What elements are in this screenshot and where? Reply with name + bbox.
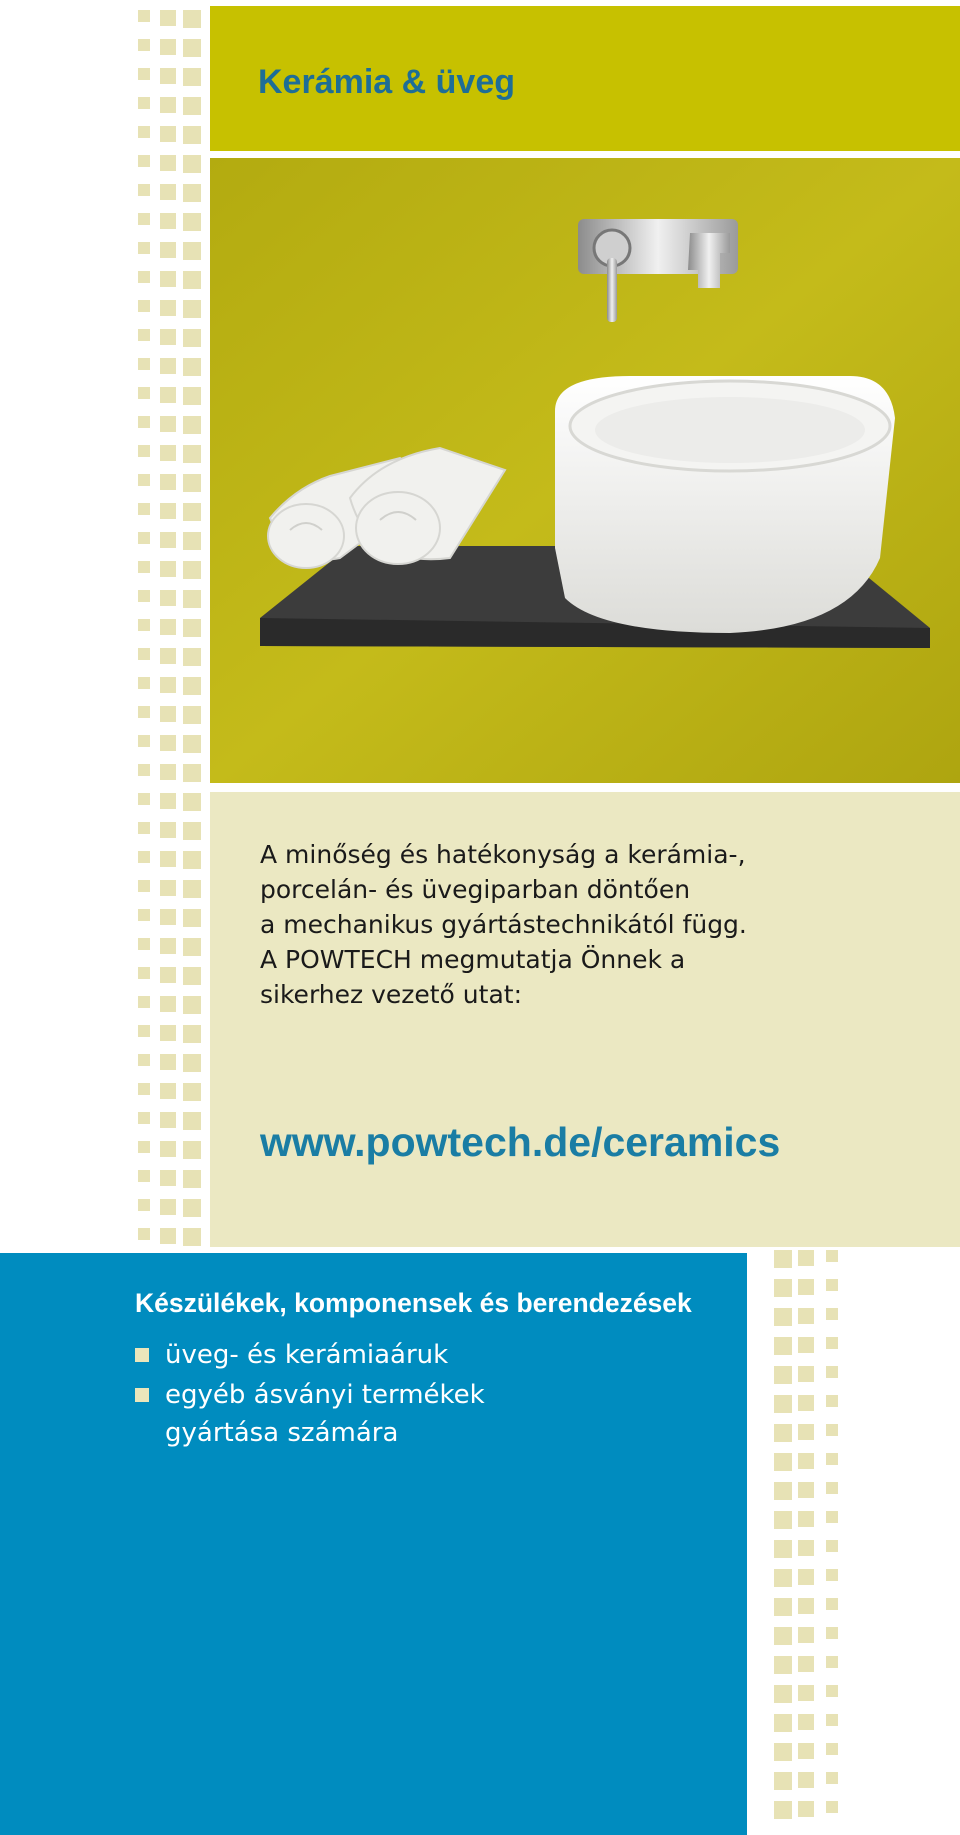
decorative-square xyxy=(138,793,150,805)
decorative-square xyxy=(138,271,150,283)
decorative-square xyxy=(826,1279,838,1291)
decorative-square xyxy=(798,1395,814,1411)
decorative-square xyxy=(138,1054,150,1066)
decorative-square xyxy=(774,1511,792,1529)
decorative-square xyxy=(183,213,201,231)
decorative-square xyxy=(138,851,150,863)
decorative-square xyxy=(160,590,176,606)
decorative-square xyxy=(138,68,150,80)
list-item xyxy=(135,1336,485,1374)
decorative-square xyxy=(138,10,150,22)
features-heading: Készülékek, komponensek és berendezések xyxy=(135,1288,692,1318)
decorative-square xyxy=(798,1337,814,1353)
intro-line: a mechanikus gyártástechnikától függ. xyxy=(260,910,747,939)
decorative-square xyxy=(138,1199,150,1211)
decorative-square xyxy=(183,358,201,376)
decorative-square xyxy=(160,329,176,345)
decorative-square xyxy=(160,242,176,258)
decorative-square xyxy=(138,590,150,602)
title-band xyxy=(210,6,960,151)
decorative-square xyxy=(774,1453,792,1471)
decorative-square xyxy=(798,1250,814,1266)
decorative-square xyxy=(183,300,201,318)
decorative-square xyxy=(160,1141,176,1157)
decorative-square xyxy=(160,10,176,26)
square-bullet-icon xyxy=(135,1388,149,1402)
decorative-square xyxy=(774,1337,792,1355)
decorative-square xyxy=(798,1772,814,1788)
decorative-square xyxy=(183,764,201,782)
decorative-square xyxy=(798,1308,814,1324)
decorative-square xyxy=(138,996,150,1008)
decorative-square xyxy=(183,619,201,637)
intro-text xyxy=(260,837,940,1012)
decorative-square xyxy=(826,1685,838,1697)
decorative-square xyxy=(138,387,150,399)
decorative-square xyxy=(138,1228,150,1240)
decorative-square xyxy=(774,1308,792,1326)
decorative-square xyxy=(160,677,176,693)
decorative-square xyxy=(826,1337,838,1349)
decorative-square xyxy=(160,1054,176,1070)
decorative-square xyxy=(138,967,150,979)
decorative-square xyxy=(183,184,201,202)
decorative-square xyxy=(774,1569,792,1587)
decorative-square xyxy=(160,126,176,142)
list-item-text: gyártása számára xyxy=(165,1418,399,1448)
decorative-square xyxy=(774,1598,792,1616)
decorative-square xyxy=(826,1453,838,1465)
decorative-square xyxy=(798,1598,814,1614)
decorative-square xyxy=(160,851,176,867)
decorative-square xyxy=(160,271,176,287)
decorative-square xyxy=(826,1424,838,1436)
decorative-square xyxy=(138,126,150,138)
decorative-square xyxy=(798,1801,814,1817)
decorative-square xyxy=(138,503,150,515)
decorative-square xyxy=(798,1627,814,1643)
decorative-square xyxy=(183,793,201,811)
decorative-square xyxy=(798,1685,814,1701)
decorative-square xyxy=(183,503,201,521)
decorative-square xyxy=(138,300,150,312)
decorative-square xyxy=(183,909,201,927)
decorative-square xyxy=(774,1250,792,1268)
decorative-square xyxy=(160,39,176,55)
decorative-square xyxy=(183,126,201,144)
decorative-square xyxy=(183,880,201,898)
decorative-square xyxy=(160,68,176,84)
decorative-square xyxy=(826,1482,838,1494)
decorative-square xyxy=(826,1250,838,1262)
decorative-square xyxy=(160,213,176,229)
decorative-square xyxy=(138,1025,150,1037)
decorative-square xyxy=(183,1083,201,1101)
decorative-square xyxy=(183,967,201,985)
decorative-square xyxy=(138,677,150,689)
decorative-square xyxy=(138,155,150,167)
decorative-square xyxy=(138,39,150,51)
decorative-square xyxy=(183,474,201,492)
decorative-square xyxy=(160,300,176,316)
decorative-square xyxy=(826,1395,838,1407)
decorative-square xyxy=(160,1199,176,1215)
decorative-square xyxy=(798,1366,814,1382)
decorative-square xyxy=(183,445,201,463)
decorative-square xyxy=(160,561,176,577)
decorative-dot-pattern-right xyxy=(764,1245,960,1835)
decorative-square xyxy=(798,1714,814,1730)
decorative-square xyxy=(774,1366,792,1384)
decorative-square xyxy=(138,909,150,921)
decorative-square xyxy=(160,1170,176,1186)
decorative-square xyxy=(138,532,150,544)
decorative-square xyxy=(183,1141,201,1159)
decorative-square xyxy=(138,938,150,950)
list-item xyxy=(135,1376,485,1452)
decorative-square xyxy=(138,213,150,225)
decorative-square xyxy=(826,1540,838,1552)
decorative-square xyxy=(774,1772,792,1790)
decorative-square xyxy=(826,1743,838,1755)
decorative-square xyxy=(826,1627,838,1639)
features-panel xyxy=(0,1253,747,1835)
intro-panel xyxy=(210,792,960,1247)
decorative-square xyxy=(160,97,176,113)
decorative-square xyxy=(826,1656,838,1668)
decorative-square xyxy=(160,909,176,925)
decorative-square xyxy=(183,39,201,57)
decorative-square xyxy=(160,416,176,432)
decorative-square xyxy=(183,242,201,260)
decorative-square xyxy=(160,474,176,490)
decorative-square xyxy=(160,358,176,374)
decorative-square xyxy=(183,1112,201,1130)
decorative-square xyxy=(183,851,201,869)
decorative-square xyxy=(774,1685,792,1703)
decorative-square xyxy=(160,1228,176,1244)
decorative-square xyxy=(183,68,201,86)
decorative-square xyxy=(138,474,150,486)
page-title: Kerámia & üveg xyxy=(258,63,515,101)
decorative-square xyxy=(138,358,150,370)
decorative-square xyxy=(138,1141,150,1153)
decorative-square xyxy=(183,735,201,753)
intro-line: A POWTECH megmutatja Önnek a xyxy=(260,945,686,974)
decorative-square xyxy=(138,561,150,573)
decorative-square xyxy=(183,416,201,434)
sink-photo xyxy=(210,158,960,783)
decorative-square xyxy=(774,1627,792,1645)
decorative-square xyxy=(798,1656,814,1672)
decorative-square xyxy=(160,938,176,954)
list-item-text: egyéb ásványi termékek xyxy=(165,1380,485,1410)
decorative-square xyxy=(798,1279,814,1295)
decorative-square xyxy=(138,619,150,631)
decorative-square xyxy=(826,1801,838,1813)
decorative-square xyxy=(826,1569,838,1581)
decorative-square xyxy=(183,822,201,840)
decorative-square xyxy=(160,1025,176,1041)
decorative-square xyxy=(183,329,201,347)
decorative-square xyxy=(183,97,201,115)
decorative-square xyxy=(183,1228,201,1246)
decorative-square xyxy=(160,1112,176,1128)
decorative-square xyxy=(183,590,201,608)
decorative-square xyxy=(774,1482,792,1500)
decorative-square xyxy=(138,735,150,747)
decorative-square xyxy=(160,793,176,809)
decorative-square xyxy=(160,822,176,838)
decorative-square xyxy=(138,184,150,196)
decorative-square xyxy=(798,1743,814,1759)
intro-line: porcelán- és üvegiparban döntően xyxy=(260,875,691,904)
decorative-square xyxy=(138,880,150,892)
decorative-square xyxy=(774,1714,792,1732)
decorative-square xyxy=(160,503,176,519)
decorative-square xyxy=(774,1424,792,1442)
decorative-square xyxy=(798,1482,814,1498)
decorative-square xyxy=(138,1083,150,1095)
decorative-square xyxy=(183,10,201,28)
decorative-square xyxy=(160,967,176,983)
decorative-square xyxy=(774,1801,792,1819)
decorative-square xyxy=(798,1453,814,1469)
decorative-square xyxy=(826,1308,838,1320)
decorative-square xyxy=(183,1025,201,1043)
decorative-square xyxy=(826,1366,838,1378)
decorative-square xyxy=(774,1395,792,1413)
decorative-square xyxy=(138,329,150,341)
decorative-square xyxy=(138,822,150,834)
decorative-square xyxy=(160,1083,176,1099)
decorative-square xyxy=(138,242,150,254)
decorative-square xyxy=(160,445,176,461)
decorative-square xyxy=(183,155,201,173)
decorative-square xyxy=(183,561,201,579)
decorative-square xyxy=(183,532,201,550)
decorative-square xyxy=(160,996,176,1012)
decorative-square xyxy=(160,880,176,896)
decorative-square xyxy=(138,97,150,109)
decorative-square xyxy=(774,1279,792,1297)
decorative-square xyxy=(798,1540,814,1556)
decorative-square xyxy=(826,1598,838,1610)
decorative-square xyxy=(160,764,176,780)
decorative-square xyxy=(826,1714,838,1726)
decorative-square xyxy=(160,648,176,664)
decorative-square xyxy=(798,1424,814,1440)
decorative-square xyxy=(160,619,176,635)
decorative-square xyxy=(138,1112,150,1124)
decorative-square xyxy=(160,184,176,200)
decorative-square xyxy=(183,1054,201,1072)
decorative-square xyxy=(774,1743,792,1761)
decorative-square xyxy=(183,648,201,666)
decorative-square xyxy=(138,764,150,776)
decorative-square xyxy=(138,416,150,428)
intro-line: A minőség és hatékonyság a kerámia-, xyxy=(260,840,746,869)
decorative-square xyxy=(160,706,176,722)
decorative-square xyxy=(826,1511,838,1523)
decorative-square xyxy=(798,1569,814,1585)
decorative-square xyxy=(774,1656,792,1674)
decorative-square xyxy=(160,155,176,171)
decorative-square xyxy=(183,271,201,289)
decorative-square xyxy=(138,648,150,660)
decorative-square xyxy=(160,532,176,548)
decorative-square xyxy=(183,1170,201,1188)
decorative-square xyxy=(183,706,201,724)
decorative-square xyxy=(160,735,176,751)
features-list xyxy=(135,1336,485,1452)
website-link[interactable]: www.powtech.de/ceramics xyxy=(260,1119,781,1165)
decorative-square xyxy=(826,1772,838,1784)
decorative-square xyxy=(183,387,201,405)
list-item-text: üveg- és kerámiaáruk xyxy=(165,1340,449,1370)
decorative-square xyxy=(798,1511,814,1527)
decorative-square xyxy=(160,387,176,403)
decorative-square xyxy=(774,1540,792,1558)
decorative-square xyxy=(183,938,201,956)
decorative-square xyxy=(138,445,150,457)
decorative-square xyxy=(183,1199,201,1217)
intro-line: sikerhez vezető utat: xyxy=(260,980,522,1009)
decorative-square xyxy=(138,706,150,718)
decorative-square xyxy=(183,677,201,695)
decorative-square xyxy=(183,996,201,1014)
square-bullet-icon xyxy=(135,1348,149,1362)
decorative-square xyxy=(138,1170,150,1182)
